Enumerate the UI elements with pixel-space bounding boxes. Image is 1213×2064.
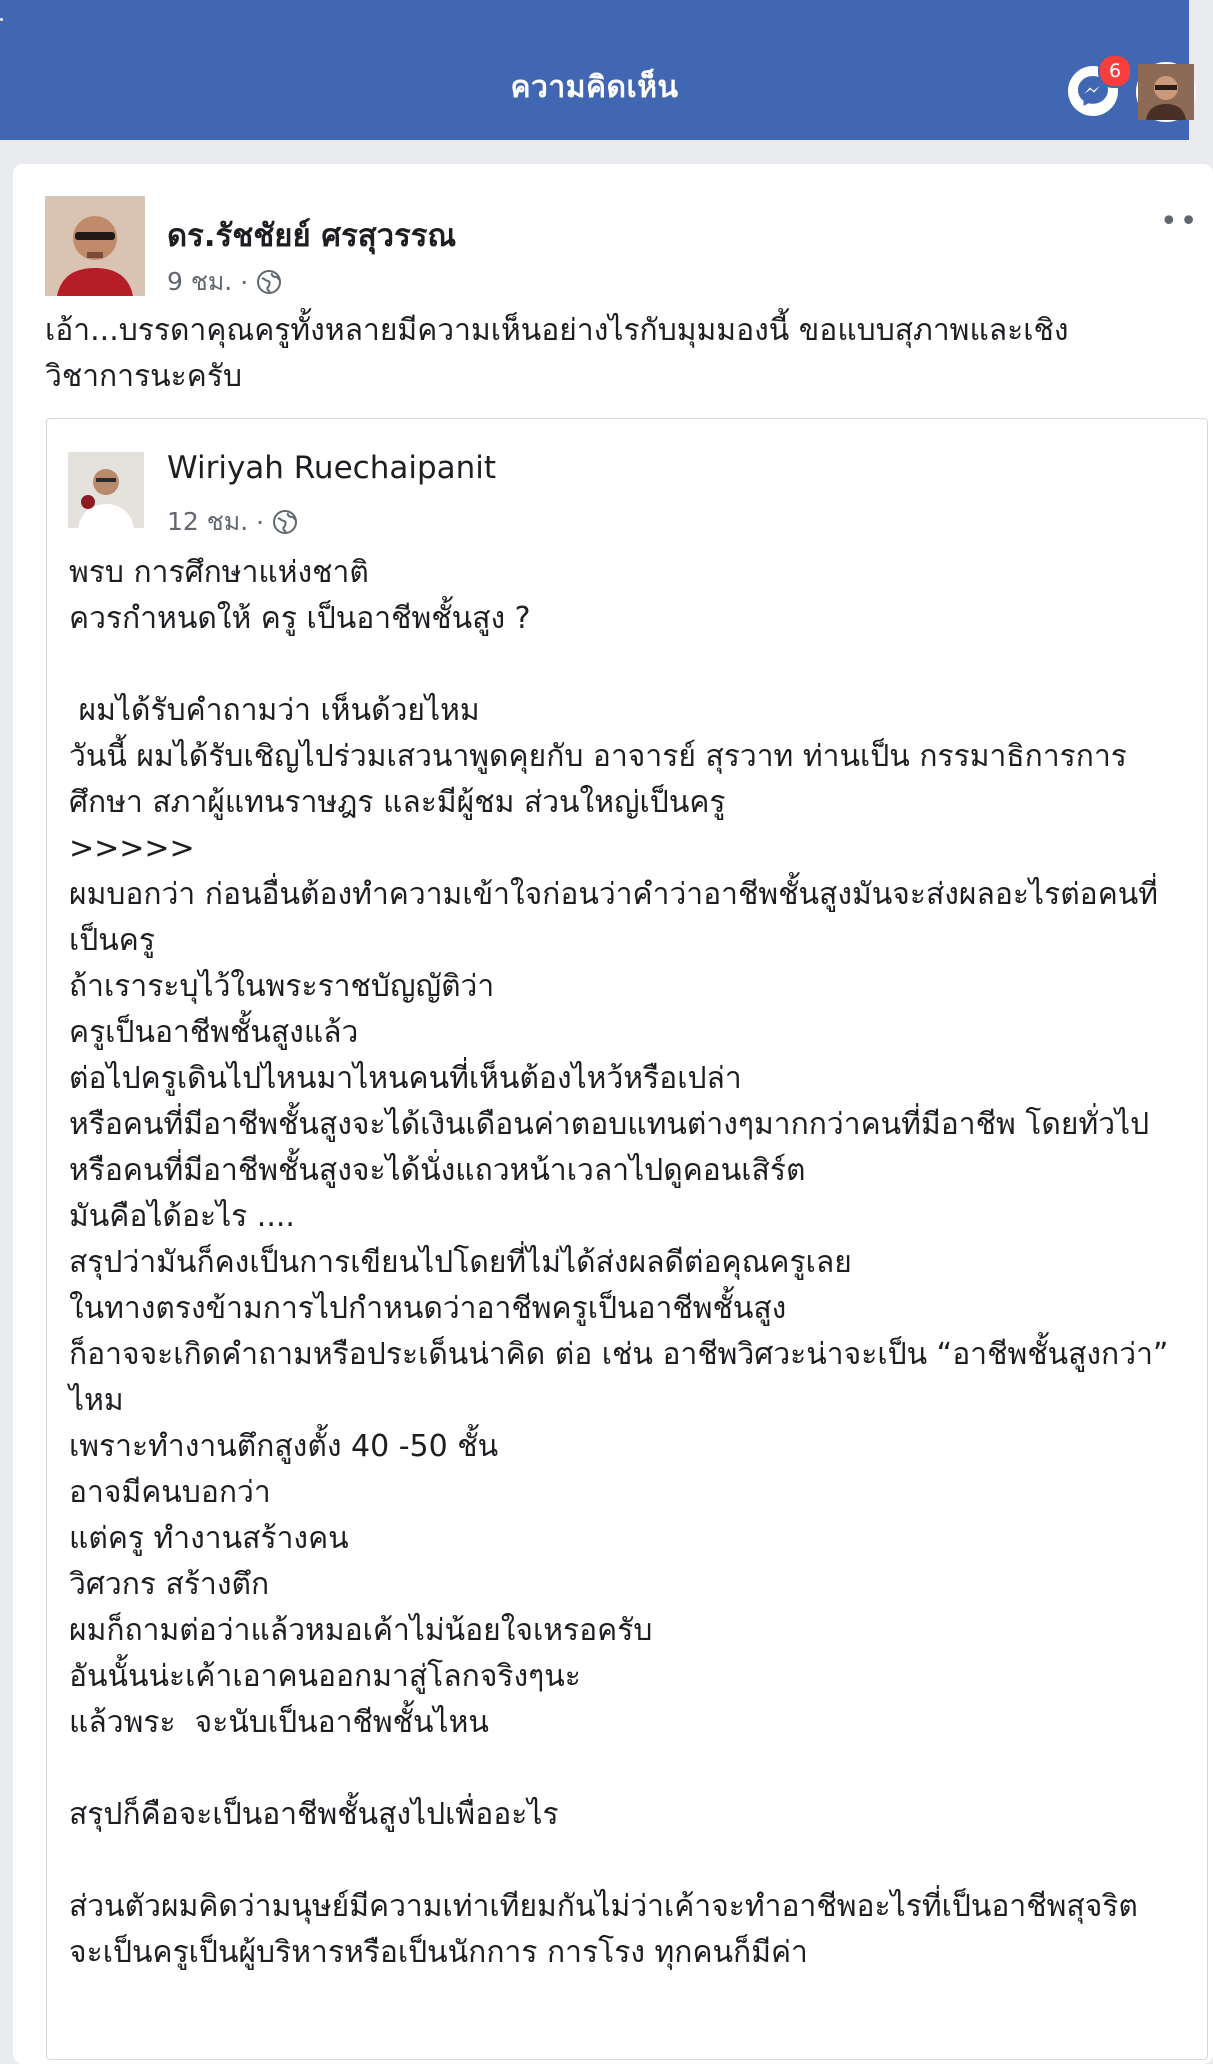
shared-post-line: ก็อาจจะเกิดคำถามหรือประเด็นน่าคิด ต่อ เช่น อาชีพวิศวะน่าจะเป็น “อาชีพชั้นสูงกว่า” ไหม [69,1337,1178,1418]
shared-post-line: ในทางตรงข้ามการไปกำหนดว่าอาชีพครูเป็นอาชีพชั้นสูง [69,1291,787,1326]
shared-post-line: มันคือได้อะไร .... [69,1199,295,1234]
post-meta [167,262,282,302]
page-title: ความคิดเห็น [510,70,679,105]
shared-post-line: สรุปก็คือจะเป็นอาชีพชั้นสูงไปเพื่ออะไร [69,1797,559,1832]
shared-post-line [69,642,1179,688]
shared-post-line: ถ้าเราระบุไว้ในพระราชบัญญัติว่า [69,969,495,1004]
avatar-image [68,452,144,528]
profile-avatar[interactable] [1136,62,1196,122]
shared-post-line [69,1838,1179,1884]
avatar-image [45,196,145,296]
shared-post-meta [167,502,298,542]
globe-icon [256,269,282,295]
shared-post-line: >>>>> [69,831,195,866]
shared-post-line: อันนั้นน่ะเค้าเอาคนออกมาสู่โลกจริงๆนะ [69,1659,581,1694]
shared-post-line: ต่อไปครูเดินไปไหนมาไหนคนที่เห็นต้องไหว้หรือเปล่า [69,1061,742,1096]
shared-post-line: วันนี้ ผมได้รับเชิญไปร่วมเสวนาพูดคุยกับ อาจารย์ สุรวาท ท่านเป็น กรรมาธิการการศึกษา สภาผู้แทนราษฎร และมีผู้ชม ส่วนใหญ่เป็นครู [69,739,1127,820]
author-name[interactable]: ดร.รัชชัยย์ ศรสุวรรณ [167,218,457,254]
shared-post-line: ครูเป็นอาชีพชั้นสูงแล้ว [69,1015,359,1050]
shared-post-line: อาจมีคนบอกว่า [69,1475,271,1510]
shared-author-name[interactable]: Wiriyah Ruechaipanit [167,450,497,486]
post-time[interactable]: 9 ชม. [167,267,233,296]
shared-post-line: ผมก็ถามต่อว่าแล้วหมอเค้าไม่น้อยใจเหรอครับ [69,1613,653,1648]
shared-post-time[interactable]: 12 ชม. [167,507,249,536]
status-dot [0,18,3,21]
globe-icon [272,509,298,535]
meta-separator: · [240,267,249,297]
shared-post-line: เพราะทำงานตึกสูงตั้ง 40 -50 ชั้น [69,1429,499,1464]
shared-post-line: แล้วพระ จะนับเป็นอาชีพชั้นไหน [69,1705,489,1740]
author-avatar[interactable] [45,196,145,296]
shared-post-line: ผมได้รับคำถามว่า เห็นด้วยไหม [69,693,480,728]
shared-post-line: วิศวกร สร้างตึก [69,1567,270,1602]
shared-post-line: ควรกำหนดให้ ครู เป็นอาชีพชั้นสูง ? [69,601,531,636]
more-options-button[interactable]: •• [1160,204,1200,239]
shared-post-body [69,550,1179,1976]
shared-post-line: ส่วนตัวผมคิดว่ามนุษย์มีความเท่าเทียมกันไม่ว่าเค้าจะทำอาชีพอะไรที่เป็นอาชีพสุจริต [69,1889,1138,1924]
meta-separator: · [256,507,265,537]
shared-post-line: หรือคนที่มีอาชีพชั้นสูงจะได้เงินเดือนค่าตอบแทนต่างๆมากกว่าคนที่มีอาชีพ โดยทั่วไป [69,1107,1150,1142]
notification-badge: 6 [1098,54,1132,88]
shared-post-line [69,1746,1179,1792]
avatar-image [1138,64,1194,120]
top-bar [0,0,1189,140]
shared-author-avatar[interactable] [68,452,144,528]
post-text: เอ้า...บรรดาคุณครูทั้งหลายมีความเห็นอย่างไรกับมุมมองนี้ ขอแบบสุภาพและเชิงวิชาการนะครับ [45,313,1069,394]
shared-post-line: แต่ครู ทำงานสร้างคน [69,1521,349,1556]
shared-post-line: จะเป็นครูเป็นผู้บริหารหรือเป็นนักการ การโรง ทุกคนก็มีค่า [69,1935,808,1970]
shared-post-line: สรุปว่ามันก็คงเป็นการเขียนไปโดยที่ไม่ได้ส่งผลดีต่อคุณครูเลย [69,1245,852,1280]
shared-post-line: พรบ การศึกษาแห่งชาติ [69,555,369,590]
shared-post-line: หรือคนที่มีอาชีพชั้นสูงจะได้นั่งแถวหน้าเวลาไปดูคอนเสิร์ต [69,1153,806,1188]
shared-post-line: ผมบอกว่า ก่อนอื่นต้องทำความเข้าใจก่อนว่าคำว่าอาชีพชั้นสูงมันจะส่งผลอะไรต่อคนที่เป็นครู [69,877,1159,958]
